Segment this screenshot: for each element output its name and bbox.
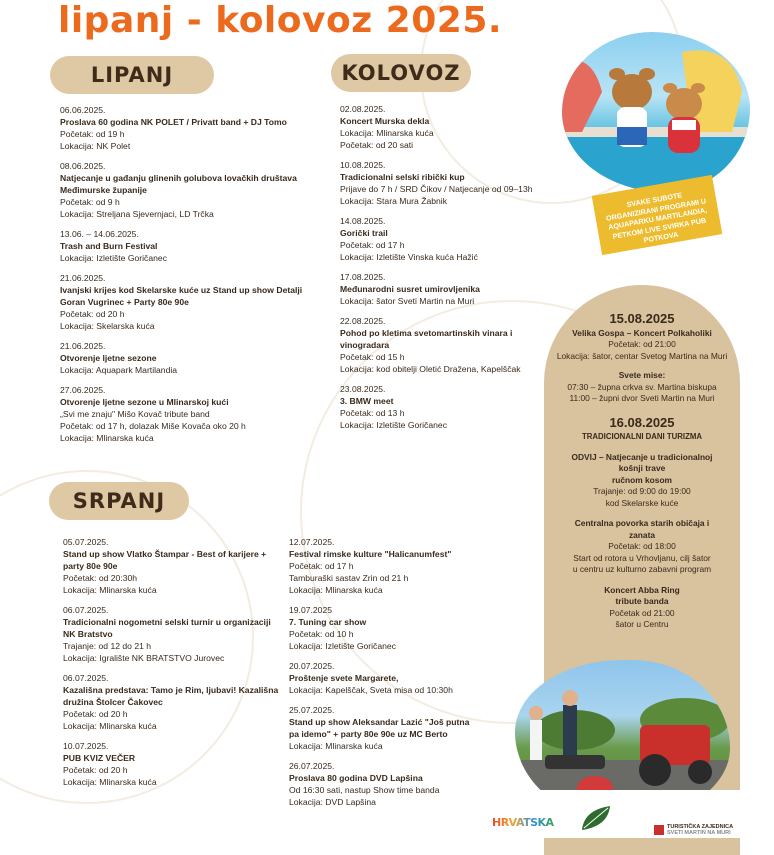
panel-mass-title: Svete mise: <box>618 370 666 380</box>
section-pill-lipanj <box>50 56 214 94</box>
event-item <box>289 604 479 652</box>
panel-line: kod Skelarske kuće <box>605 497 679 508</box>
event-item <box>289 660 479 696</box>
event-detail: Početak: od 9 h <box>60 197 120 207</box>
event-name: Festival rimske kulture "Halicanumfest" <box>289 549 452 559</box>
highlight-panel-content <box>544 285 740 631</box>
tz-logo-line2: SVETI MARTIN NA MURI <box>667 830 731 836</box>
event-date: 06.06.2025. <box>60 105 106 115</box>
event-item <box>340 271 545 307</box>
event-item <box>63 672 283 732</box>
event-detail: Lokacija: Mlinarska kuća <box>63 777 157 787</box>
event-item <box>340 159 545 207</box>
section-pill-kolovoz <box>331 54 471 92</box>
event-detail: Početak: od 20 sati <box>340 140 414 150</box>
panel-mass-details <box>544 382 740 405</box>
event-item <box>340 103 545 151</box>
event-detail: Lokacija: DVD Lapšina <box>289 797 376 807</box>
event-item <box>289 704 479 752</box>
event-item <box>340 215 545 263</box>
panel-date-1: 15.08.2025 <box>609 311 675 326</box>
panel-line: Lokacija: šator, centar Svetog Martina na Muri <box>556 350 728 361</box>
panel-line: Trajanje: od 9:00 do 19:00 <box>593 486 691 496</box>
event-item <box>60 340 322 376</box>
event-date: 10.07.2025. <box>63 741 109 751</box>
panel-bold-line: Centralna povorka starih običaja i <box>574 518 710 528</box>
event-name: Gorički trail <box>340 228 388 238</box>
leaf-logo-icon <box>580 804 614 834</box>
event-date: 06.07.2025. <box>63 605 109 615</box>
kolovoz-events <box>340 103 545 439</box>
event-name: Koncert Murska dekla <box>340 116 430 126</box>
event-detail: Lokacija: Mlinarska kuća <box>289 585 383 595</box>
event-detail: Početak: od 13 h <box>340 408 405 418</box>
event-detail: Lokacija: Stara Mura Žabnik <box>340 196 447 206</box>
event-detail: Lokacija: Mlinarska kuća <box>289 741 383 751</box>
panel-line: u centru uz kulturno zabavni program <box>572 564 712 574</box>
event-date: 08.06.2025. <box>60 161 106 171</box>
panel-date-2: 16.08.2025 <box>609 414 675 430</box>
panel-line: Start od rotora u Vrhovljanu, cilj šator <box>573 552 711 563</box>
event-item <box>340 383 545 431</box>
event-detail: Lokacija: Skelarska kuća <box>60 321 155 331</box>
panel-bold-line: ODVIJ – Natjecanje u tradicionalnoj <box>571 451 713 462</box>
event-name: 3. BMW meet <box>340 396 394 406</box>
event-detail: Lokacija: Mlinarska kuća <box>340 128 434 138</box>
event-item <box>63 536 283 596</box>
event-name: Tradicionalni selski ribički kup <box>340 172 465 182</box>
panel-bold-line: zanata <box>628 529 656 540</box>
event-name: Međunarodni susret umirovljenika <box>340 284 480 294</box>
panel-line: 07:30 – župna crkva sv. Martina biskupa <box>567 381 717 392</box>
event-item <box>60 160 322 220</box>
event-date: 21.06.2025. <box>60 341 106 351</box>
event-detail: Lokacija: Izletište Goričanec <box>60 253 167 263</box>
event-name: Otvorenje ljetne sezone <box>60 353 157 363</box>
event-name: Stand up show Vlatko Štampar - Best of karijere + party 80e 90e <box>63 549 267 571</box>
event-detail: Tamburaški sastav Zrin od 21 h <box>289 573 409 583</box>
event-detail: Lokacija: Igralište NK BRATSTVO Jurovec <box>63 653 225 663</box>
event-detail: Početak: od 17 h, dolazak Miše Kovača oko 20 h <box>60 421 246 431</box>
event-item <box>60 272 322 332</box>
panel-bold-line: ručnom kosom <box>611 474 673 485</box>
event-item <box>289 536 479 596</box>
panel-line: Početak: od 18:00 <box>608 541 676 551</box>
tz-logo <box>654 824 733 836</box>
panel-event-1-name: Velika Gospa – Koncert Polkaholiki <box>572 327 712 338</box>
event-name: Otvorenje ljetne sezone u Mlinarskoj kući <box>60 397 229 407</box>
event-detail: Početak: od 17 h <box>340 240 405 250</box>
event-name: Pohod po kletima svetomartinskih vinara i vinogradara <box>340 328 513 350</box>
event-date: 05.07.2025. <box>63 537 109 547</box>
event-detail: Početak: od 15 h <box>340 352 405 362</box>
event-date: 10.08.2025. <box>340 160 386 170</box>
event-date: 19.07.2025 <box>289 605 333 615</box>
section-label: SRPANJ <box>72 489 166 513</box>
tz-logo-mark-icon <box>654 825 664 835</box>
event-detail: Lokacija: Kapelščak, Sveta misa od 10:30h <box>289 685 453 695</box>
event-date: 12.07.2025. <box>289 537 335 547</box>
event-detail: Početak: od 20 h <box>63 765 128 775</box>
event-name: 7. Tuning car show <box>289 617 367 627</box>
panel-block-povorka <box>544 518 740 576</box>
event-detail: Lokacija: Izletište Vinska kuća Hažić <box>340 252 478 262</box>
event-detail: Početak: od 19 h <box>60 129 125 139</box>
event-date: 06.07.2025. <box>63 673 109 683</box>
event-detail: Početak: od 20 h <box>63 709 128 719</box>
event-detail: Lokacija: Izletište Goričanec <box>340 420 447 430</box>
event-item <box>289 760 479 808</box>
event-date: 25.07.2025. <box>289 705 335 715</box>
tz-logo-line1: TURISTIČKA ZAJEDNICA <box>667 824 734 830</box>
event-item <box>60 384 322 444</box>
event-detail: Lokacija: kod obitelji Oletić Dražena, Kapelščak <box>340 364 521 374</box>
sponsor-logos <box>466 790 774 838</box>
panel-bold-line: Koncert Abba Ring <box>604 584 680 595</box>
event-detail: Početak: od 10 h <box>289 629 354 639</box>
event-name: Trash and Burn Festival <box>60 241 158 251</box>
event-detail: Lokacija: NK Polet <box>60 141 131 151</box>
srpanj-events-left <box>63 536 283 796</box>
event-date: 14.08.2025. <box>340 216 386 226</box>
event-date: 21.06.2025. <box>60 273 106 283</box>
event-name: Natjecanje u gađanju glinenih golubova lovačkih društava Međimurske županije <box>60 173 297 195</box>
panel-line: 11:00 – župni dvor Sveti Martin na Muri <box>569 393 715 403</box>
event-detail: Lokacija: Streljana Sjevernjaci, LD Trčka <box>60 209 214 219</box>
event-date: 13.06. – 14.06.2025. <box>60 229 139 239</box>
page-title: lipanj - kolovoz 2025. <box>58 0 503 41</box>
event-detail: Trajanje: od 12 do 21 h <box>63 641 152 651</box>
event-name: Ivanjski krijes kod Skelarske kuće uz Stand up show Detalji Goran Vugrinec + Party 80e 90e <box>60 285 303 307</box>
event-item <box>63 604 283 664</box>
panel-line: šator u Centru <box>615 619 669 629</box>
event-detail: Lokacija: Izletište Goričanec <box>289 641 396 651</box>
event-name: Proštenje svete Margarete, <box>289 673 399 683</box>
event-date: 02.08.2025. <box>340 104 386 114</box>
event-name: Tradicionalni nogometni selski turnir u organizaciji NK Bratstvo <box>63 617 271 639</box>
event-name: Stand up show Aleksandar Lazić "Još putna pa idemo" + party 80e 90e uz MC Berto <box>289 717 470 739</box>
event-date: 23.08.2025. <box>340 384 386 394</box>
event-detail: Početak: od 20 h <box>60 309 125 319</box>
event-date: 22.08.2025. <box>340 316 386 326</box>
event-detail: Lokacija: šator Sveti Martin na Muri <box>340 296 475 306</box>
event-date: 17.08.2025. <box>340 272 386 282</box>
event-name: PUB KVIZ VEČER <box>63 753 136 763</box>
event-name: Proslava 60 godina NK POLET / Privatt band + DJ Tomo <box>60 117 287 127</box>
panel-block-odvij <box>544 452 740 510</box>
event-detail: Lokacija: Mlinarska kuća <box>60 433 154 443</box>
event-detail: Lokacija: Mlinarska kuća <box>63 585 157 595</box>
event-detail: Lokacija: Aquapark Martilandia <box>60 365 178 375</box>
section-pill-srpanj <box>49 482 189 520</box>
event-item <box>340 315 545 375</box>
panel-line: Početak od 21:00 <box>609 607 675 618</box>
panel-bold-line: tribute banda <box>615 596 669 606</box>
event-item <box>63 740 283 788</box>
lipanj-events <box>60 104 322 452</box>
event-item <box>60 104 322 152</box>
event-name: Proslava 80 godina DVD Lapšina <box>289 773 423 783</box>
event-detail: „Svi me znaju" Mišo Kovač tribute band <box>60 409 210 419</box>
event-detail: Lokacija: Mlinarska kuća <box>63 721 157 731</box>
panel-bold-line: košnji trave <box>618 463 666 473</box>
srpanj-events-right <box>289 536 479 816</box>
event-detail: Početak: od 17 h <box>289 561 354 571</box>
event-date: 20.07.2025. <box>289 661 335 671</box>
panel-date-2-subtitle: TRADICIONALNI DANI TURIZMA <box>582 432 702 441</box>
event-detail: Od 16:30 sati, nastup Show time banda <box>289 785 440 795</box>
event-name: Kazališna predstava: Tamo je Rim, ljubavi! Kazališna družina Štolcer Čakovec <box>63 685 279 707</box>
event-date: 27.06.2025. <box>60 385 106 395</box>
section-label: KOLOVOZ <box>341 61 461 85</box>
event-date: 26.07.2025. <box>289 761 335 771</box>
panel-block-abba <box>544 585 740 631</box>
hrvatska-logo: HRVATSKA <box>492 816 554 829</box>
event-detail: Početak: od 20:30h <box>63 573 138 583</box>
panel-event-1-details <box>544 339 740 362</box>
event-detail: Prijave do 7 h / SRD Čikov / Natjecanje od 09–13h <box>340 184 533 194</box>
section-label: LIPANJ <box>90 63 174 87</box>
sticky-note-text: SVAKE SUBOTE ORGANIZIRANI PROGRAMI U AQUAPARKU MARTILANDIA, PETKOM LIVE SVIRKA PUB POTKOVA <box>605 190 708 245</box>
panel-line: Početak: od 21:00 <box>608 339 676 349</box>
event-item <box>60 228 322 264</box>
